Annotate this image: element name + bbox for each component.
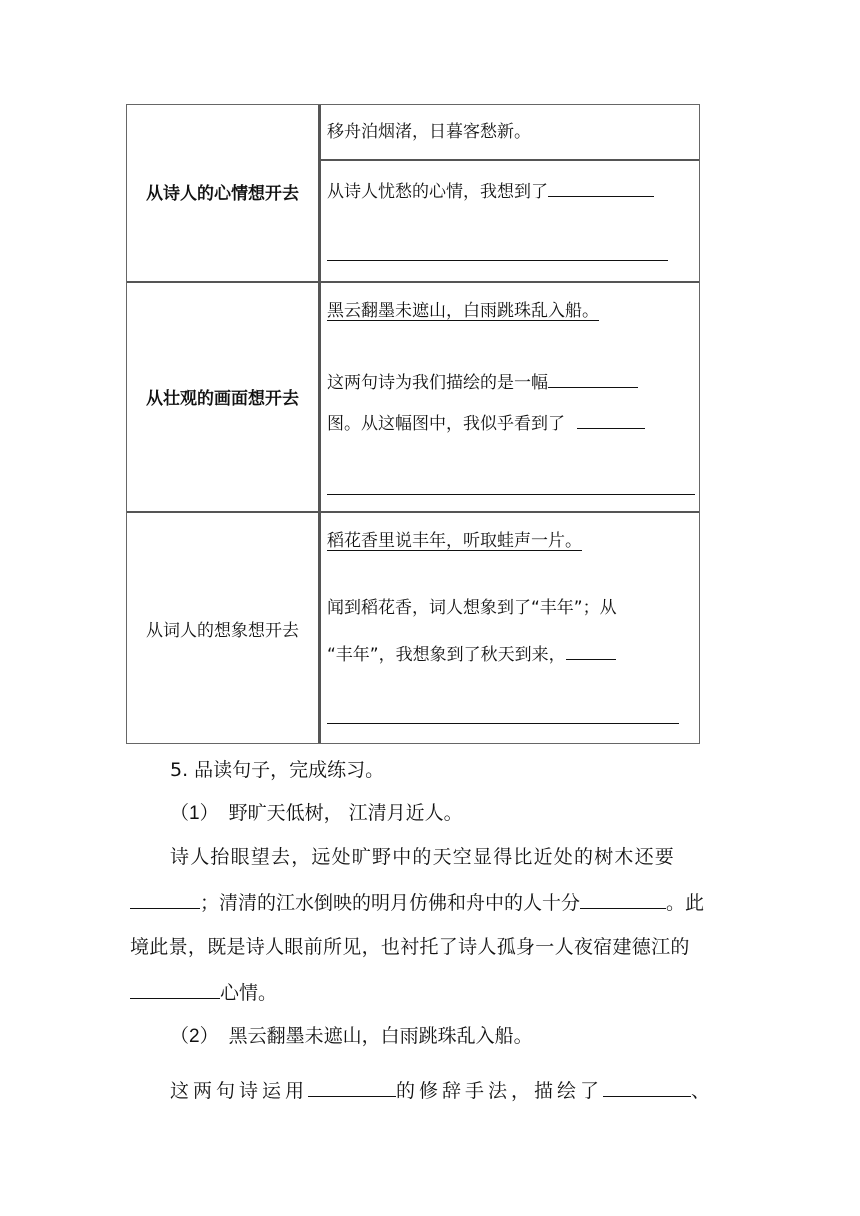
question-5-title: 5. 品读句子，完成练习。: [170, 759, 385, 781]
row2-verse: 黑云翻墨未遮山，白雨跳珠乱入船。: [327, 301, 599, 321]
sentence-1-para-line1: 诗人抬眼望去，远处旷野中的天空显得比近处的树木还要: [170, 846, 676, 868]
row1-answer-line[interactable]: [327, 260, 668, 261]
row3-answer-blank[interactable]: [566, 641, 616, 660]
row-divider-1: [127, 281, 699, 283]
reading-table: [126, 104, 700, 744]
row3-answer-line[interactable]: [327, 723, 679, 724]
sentence-2-line: [170, 1024, 533, 1049]
sentence-2-verse: 黑云翻墨未遮山，白雨跳珠乱入船。: [228, 1025, 533, 1047]
sentence-1-verse: 野旷天低树， 江清月近人。: [228, 802, 463, 824]
s2-blank-1[interactable]: [308, 1078, 396, 1097]
row-label-mood: 从诗人的心情想开去: [146, 184, 299, 204]
row1-answer-blank[interactable]: [548, 178, 654, 197]
s1-blank-1[interactable]: [130, 890, 200, 909]
row-label-imagination: 从词人的想象想开去: [146, 621, 299, 641]
row2-answer-blank-a[interactable]: [548, 369, 638, 388]
sentence-1-line: [170, 801, 463, 826]
sentence-1-para-line3: 境此景，既是诗人眼前所见，也衬托了诗人孤身一人夜宿建德江的: [130, 936, 690, 958]
s1-blank-3[interactable]: [130, 980, 220, 999]
row3-prompt-b: “丰年”，我想象到了秋天到来，: [327, 641, 693, 666]
row2-prompt-a: 这两句诗为我们描绘的是一幅: [327, 369, 693, 394]
row2-answer-blank-b[interactable]: [577, 410, 645, 429]
row1-inner-divider: [321, 159, 699, 161]
sentence-1-label: （1）: [170, 803, 219, 824]
s2-blank-2[interactable]: [603, 1078, 691, 1097]
sentence-2-label: （2）: [170, 1026, 219, 1047]
row2-answer-line[interactable]: [327, 494, 695, 495]
sentence-1-para-line2: ；清清的江水倒映的明月仿佛和舟中的人十分 。此: [130, 890, 704, 915]
column-divider: [318, 105, 321, 743]
row-label-scene: 从壮观的画面想开去: [146, 389, 299, 409]
row1-prompt: 从诗人忧愁的心情，我想到了: [327, 178, 693, 203]
row-divider-2: [127, 511, 699, 513]
row1-verse: 移舟泊烟渚，日暮客愁新。: [327, 122, 531, 142]
sentence-2-para-line1: 这两句诗运用 的修辞手法，描绘了 、: [170, 1080, 715, 1102]
row3-verse: 稻花香里说丰年，听取蛙声一片。: [327, 531, 582, 551]
s1-blank-2[interactable]: [580, 890, 666, 909]
sentence-1-para-line4: 心情。: [130, 980, 277, 1005]
row3-prompt-a: 闻到稻花香，词人想象到了“丰年”；从: [327, 598, 617, 618]
row2-prompt-b: 图。从这幅图中，我似乎看到了: [327, 410, 693, 435]
